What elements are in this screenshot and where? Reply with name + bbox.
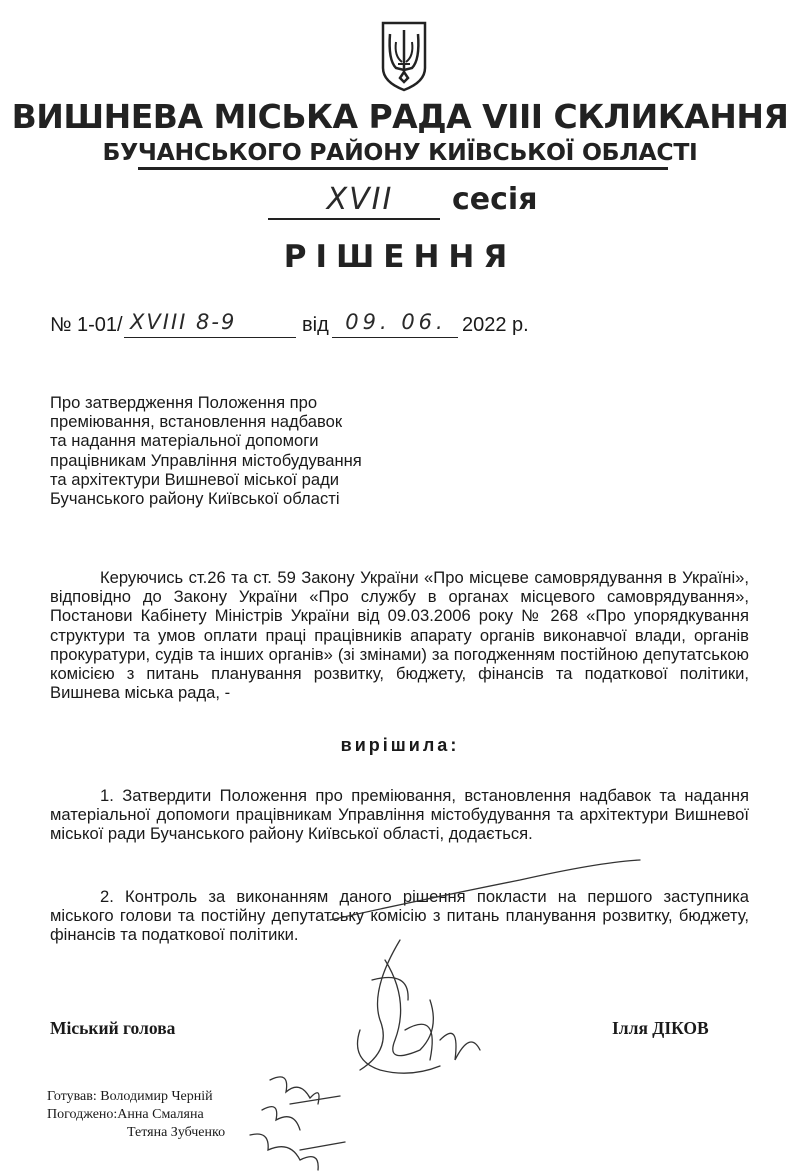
session-number-handwritten: XVII [326,182,394,217]
decision-subject [50,393,410,508]
subject-line: Бучанського району Київської області [50,489,340,509]
preamble-paragraph: Керуючись ст.26 та ст. 59 Закону України «Про місцеве самоврядування в Україні», відповідно до Закону України «Про службу в органах місцевого самоврядування», Постанови Кабінету Міністрів України від 09.03.2006 року № 268 «Про упорядкування структури та умов оплати праці працівників апарату органів виконавчої влади, органів прокуратури, судів та інших органів» (зі змінами) за погодженням постійною депутатською комісією з питань планування розвитку, бюджету, фінансів та податкової політики, Вишнева міська рада, - [50,568,749,703]
decision-date-line [332,337,458,338]
ukraine-coat-of-arms-icon [380,20,428,92]
decision-number-line [124,337,296,338]
prepared-by: Готував: Володимир Черній [47,1089,213,1104]
decision-item-2: 2. Контроль за виконанням даного рішення покласти на першого заступника міського голови та постійну депутатську комісію з питань планування розвитку, бюджету, фінансів та податкової політики. [50,887,749,945]
agreed-by-2: Тетяна Зубченко [127,1125,226,1140]
date-label: від [302,314,329,336]
decision-item-1: 1. Затвердити Положення про преміювання, встановлення надбавок та надання матеріальної допомоги працівникам Управління містобудування та архітектури Вишневої міської ради Бучанського району Київської області, додається. [50,786,749,844]
session-number-line [268,218,440,220]
mayor-name: Ілля ДІКОВ [612,1018,709,1038]
resolved-heading: вирішила: [340,735,460,755]
mayor-title: Міський голова [50,1018,176,1038]
subject-line: Про затвердження Положення про [50,393,318,412]
decision-number-handwritten: XVIII 8-9 [130,310,237,334]
council-subtitle: БУЧАНСЬКОГО РАЙОНУ КИЇВСЬКОЇ ОБЛАСТІ [102,138,698,166]
agreed-by: Погоджено:Анна Смаляна [47,1107,204,1122]
subtitle-underline [138,167,668,170]
decision-year: 2022 р. [462,314,529,336]
decision-title: РІШЕННЯ [283,239,517,275]
subject-line: та архітектури Вишневої міської ради [50,469,340,489]
decision-number-prefix: № 1-01/ [50,314,123,336]
council-title: ВИШНЕВА МІСЬКА РАДА VIII СКЛИКАННЯ [11,97,789,136]
subject-line: преміювання, встановлення надбавок [50,412,343,432]
session-label: сесія [452,182,538,217]
subject-line: працівникам Управління містобудування [50,450,362,470]
subject-line: та надання матеріальної допомоги [50,431,319,451]
decision-date-handwritten: 09. 06. [345,310,447,334]
